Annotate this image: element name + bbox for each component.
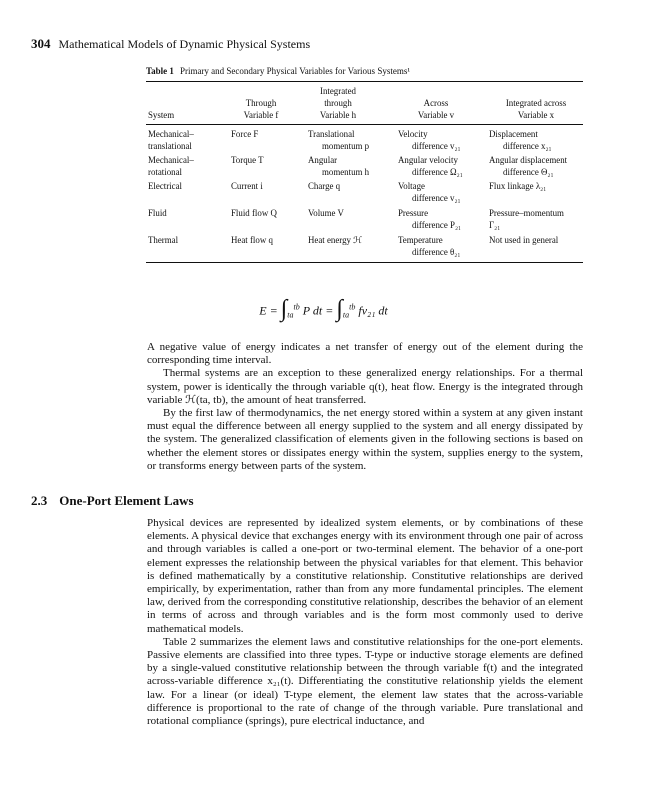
cell: Volume V (308, 208, 344, 218)
cell: translational (148, 141, 192, 151)
header-system: System (148, 110, 175, 120)
cell: Flux linkage λ₂₁ (489, 181, 547, 191)
equation-lhs: E = (259, 303, 278, 318)
body-text-top (147, 341, 583, 473)
equation-term-power: P dt = (302, 303, 334, 318)
cell: Temperature (398, 235, 443, 245)
cell: rotational (148, 167, 183, 177)
cell: Fluid (148, 208, 167, 218)
header-through-line1: Through (245, 98, 277, 108)
cell: Heat flow q (231, 235, 273, 245)
integral-lower-limit: ta (342, 310, 350, 320)
cell: difference θ₂₁ (412, 247, 461, 257)
header-integrated-through-line2: through (324, 98, 352, 108)
header-integrated-through-line3: Variable h (319, 110, 357, 120)
cell: difference P₂₁ (412, 220, 462, 230)
body-text-bottom (147, 517, 583, 728)
page-number: 304 (31, 36, 51, 51)
paragraph: By the first law of thermodynamics, the net energy stored within a system at any given instant must equal the difference between all energy supplied to the system and all energy dissipated by the system. The generalized classification of elements given in the following sections is based on whether the element stores or dissipates energy within the system, supplies energy to the system, or transforms energy between parts of the system. (147, 407, 583, 472)
cell: Voltage (398, 181, 425, 191)
cell: Force F (231, 129, 259, 139)
table-caption-text: Primary and Secondary Physical Variables for Various Systems¹ (179, 66, 411, 76)
cell: momentum p (322, 141, 370, 151)
header-integrated-through-line1: Integrated (320, 86, 356, 96)
cell: Angular displacement (489, 155, 568, 165)
cell: Mechanical– (148, 155, 194, 165)
section-number: 2.3 (31, 493, 48, 508)
cell: Pressure–momentum (489, 208, 564, 218)
integral-upper-limit: tb (349, 302, 356, 312)
table-top-rule (146, 81, 583, 82)
cell: difference x₂₁ (503, 141, 552, 151)
integral-lower-limit: ta (287, 310, 294, 320)
cell: Pressure (398, 208, 429, 218)
table-caption (146, 66, 410, 76)
cell: Fluid flow Q (231, 208, 277, 218)
section-title: One-Port Element Laws (59, 493, 194, 508)
cell: Displacement (489, 129, 538, 139)
integral-sign-icon: ∫ (280, 296, 288, 322)
cell: Heat energy ℋ (308, 235, 362, 245)
cell: Mechanical– (148, 129, 194, 139)
paragraph: Table 2 summarizes the element laws and constitutive relationships for the one-port elements. Passive elements are classified into three types. T-type or inductive storage elements are defined by a single-valued constitutive relationship between the through variable f(t) and the integrated across-variable difference x₂₁(t). Differentiating the constitutive relationship yields the element law. For a linear (or ideal) T-type element, the element law states that the across-variable difference is proportional to the rate of change of the through variable. Pure translational and rotational compliance (springs), pure electrical inductance, and (147, 635, 583, 728)
table-label: Table 1 (146, 66, 174, 76)
running-head-title: Mathematical Models of Dynamic Physical Systems (58, 37, 311, 51)
cell: Velocity (398, 129, 428, 139)
table-header-rule (146, 124, 583, 125)
header-across-line1: Across (423, 98, 449, 108)
section-heading (31, 493, 194, 509)
cell: difference v₂₁ (412, 141, 461, 151)
cell: Thermal (148, 235, 179, 245)
header-integrated-across-line1: Integrated across (505, 98, 567, 108)
energy-equation (0, 298, 647, 325)
paragraph: Physical devices are represented by idealized system elements, or by combinations of these elements. A physical device that exchanges energy with its environment through one pair of across and through variables is called a one-port or two-terminal element. The behavior of a one-port element expresses the relationship between the physical variables for that element. This behavior is defined mathematically by a constitutive relationship. Constitutive relationships are derived empirically, by experimentation, rather than from any more fundamental principles. The element law, derived from the corresponding constitutive relationship, describes the behavior of an element in terms of across and through variables and is the form most commonly used to derive mathematical models. (147, 517, 583, 635)
cell: Angular velocity (398, 155, 458, 165)
paragraph: A negative value of energy indicates a net transfer of energy out of the element during the corresponding time interval. (147, 341, 583, 367)
cell: Charge q (308, 181, 341, 191)
cell: Angular (308, 155, 338, 165)
header-across-line2: Variable v (417, 110, 455, 120)
cell: difference Θ₂₁ (503, 167, 554, 177)
cell: Not used in general (489, 235, 559, 245)
cell: Torque T (231, 155, 264, 165)
cell: difference Ω₂₁ (412, 167, 463, 177)
equation-term-fv: fv₂₁ dt (358, 303, 388, 318)
cell: Current i (231, 181, 263, 191)
integral-sign-icon: ∫ (336, 296, 343, 322)
cell: momentum h (322, 167, 370, 177)
cell: Γ₂₁ (489, 220, 501, 230)
table-bottom-rule (146, 262, 583, 263)
header-integrated-across-line2: Variable x (517, 110, 555, 120)
cell: Electrical (148, 181, 182, 191)
cell: difference v₂₁ (412, 193, 461, 203)
paragraph: Thermal systems are an exception to these generalized energy relationships. For a thermal system, power is identically the through variable q(t), heat flow. Energy is the integrated through variable ℋ(ta, tb), the amount of heat transferred. (147, 367, 583, 406)
header-through-line2: Variable f (243, 110, 279, 120)
running-head (31, 36, 310, 52)
integral-upper-limit: tb (293, 302, 300, 312)
cell: Translational (308, 129, 355, 139)
